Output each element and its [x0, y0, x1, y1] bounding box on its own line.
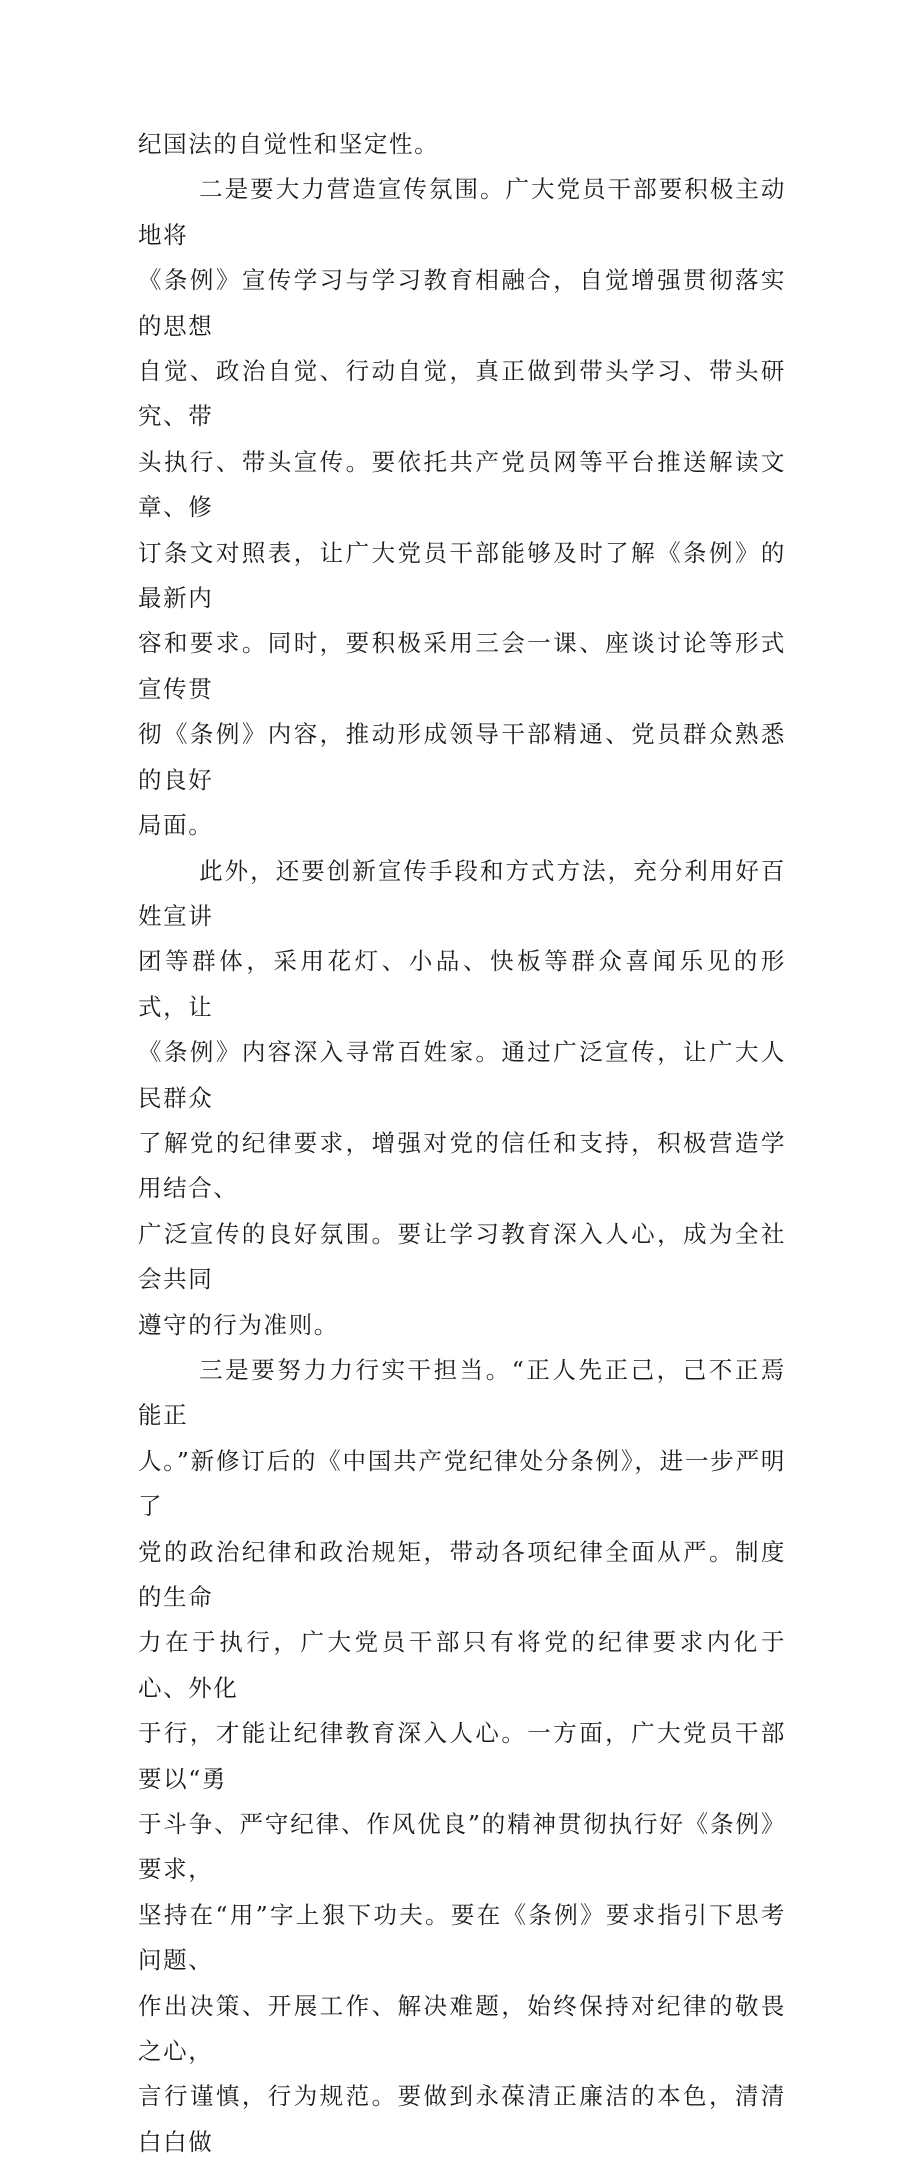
paragraph-continuation: 纪国法的自觉性和坚定性。: [138, 130, 440, 158]
document-body: [138, 122, 786, 2165]
paragraph-innovative-methods: 此外，还要创新宣传手段和方式方法，充分利用好百姓宣讲 团等群体，采用花灯、小品、快板等群众喜闻乐见的形式，让 《条例》内容深入寻常百姓家。通过广泛宣传，让广大人民群众 了解党的纪律要求，增强对党的信任和支持，积极营造学用结合、 广泛宣传的良好氛围。要让学习教育深入人心，成为全社会共同 遵守的行为准则。: [138, 856, 786, 1339]
paragraph-publicity-atmosphere: 二是要大力营造宣传氛围。广大党员干部要积极主动地将 《条例》宣传学习与学习教育相融合，自觉增强贯彻落实的思想 自觉、政治自觉、行动自觉，真正做到带头学习、带头研究、带 头执行、带头宣传。要依托共产党员网等平台推送解读文章、修 订条文对照表，让广大党员干部能够及时了解《条例》的最新内 容和要求。同时，要积极采用三会一课、座谈讨论等形式宣传贯 彻《条例》内容，推动形成领导干部精通、党员群众熟悉的良好 局面。: [138, 175, 786, 840]
paragraph-practical-action: 三是要努力力行实干担当。“正人先正己，己不正焉能正 人。”新修订后的《中国共产党纪律处分条例》，进一步严明了 党的政治纪律和政治规矩，带动各项纪律全面从严。制度的生命 力在于执行，广大党员干部只有将党的纪律要求内化于心、外化 于行，才能让纪律教育深入人心。一方面，广大党员干部要以“勇 于斗争、严守纪律、作风优良”的精神贯彻执行好《条例》要求， 坚持在“用”字上狠下功夫。要在《条例》要求指引下思考问题、 作出决策、开展工作、解决难题，始终保持对纪律的敬畏之心， 言行谨慎，行为规范。要做到永葆清正廉洁的本色，清清白白做: [138, 1355, 786, 2156]
